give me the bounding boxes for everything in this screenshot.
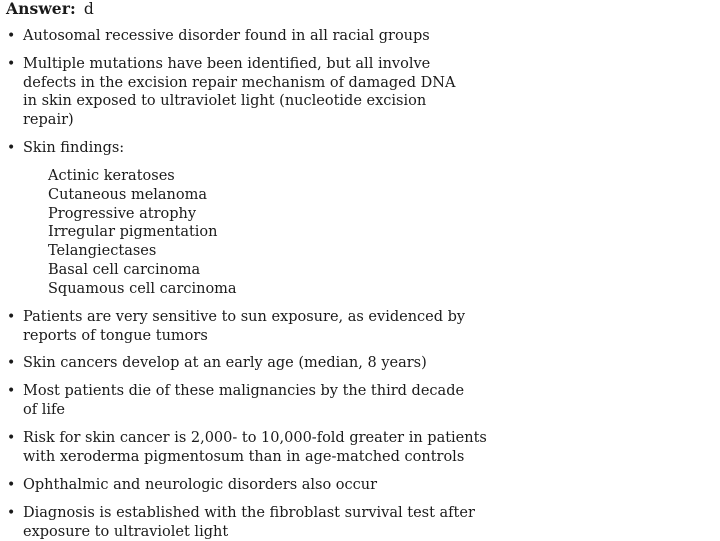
bullet-text-line: Risk for skin cancer is 2,000- to 10,000-fold greater in patients (23, 430, 487, 446)
bullet-text-line: with xeroderma pigmentosum than in age-matched controls (23, 448, 465, 465)
bullet-text-line: Autosomal recessive disorder found in all racial groups (23, 28, 430, 44)
bullet-icon: • (7, 430, 16, 446)
bullet-text-line: Skin cancers develop at an early age (median, 8 years) (23, 355, 427, 371)
bullet-text-line: in skin exposed to ultraviolet light (nucleotide excision (23, 93, 427, 110)
answer-label: Answer: (6, 0, 76, 18)
bullet-icon: • (7, 56, 16, 72)
bullet-text-line: Skin findings: (23, 140, 125, 156)
skin-finding-item: Actinic keratoses (48, 168, 175, 184)
skin-findings-list (48, 167, 348, 299)
bullet-icon: • (7, 355, 16, 371)
bullet-text-line: reports of tongue tumors (23, 327, 208, 344)
bullet-icon: • (7, 383, 16, 399)
skin-finding-item: Irregular pigmentation (48, 224, 218, 241)
bullet-icon: • (7, 477, 16, 493)
bullet-icon: • (7, 28, 16, 44)
skin-finding-item: Basal cell carcinoma (48, 261, 201, 278)
bullet-icon: • (7, 309, 16, 325)
bullet-icon: • (7, 505, 16, 521)
bullet-text-line: exposure to ultraviolet light (23, 523, 229, 540)
bullet-text-line: of life (23, 401, 65, 418)
skin-finding-item: Cutaneous melanoma (48, 186, 208, 203)
bullet-text-line: Most patients die of these malignancies by the third decade (23, 383, 465, 399)
skin-finding-item: Telangiectases (48, 243, 157, 260)
bullet-icon: • (7, 140, 16, 156)
answer-line (6, 0, 94, 18)
skin-finding-item: Progressive atrophy (48, 205, 197, 222)
bullet-text-line: repair) (23, 112, 74, 129)
bullet-text-line: Ophthalmic and neurologic disorders also occur (23, 477, 378, 493)
bullet-text-line: defects in the excision repair mechanism of damaged DNA (23, 74, 456, 91)
answer-value: d (83, 0, 94, 18)
bullet-text-line: Patients are very sensitive to sun exposure, as evidenced by (23, 309, 466, 325)
skin-finding-item: Squamous cell carcinoma (48, 280, 237, 297)
bullet-text-line: Multiple mutations have been identified, but all involve (23, 56, 431, 72)
bullet-text-line: Diagnosis is established with the fibroblast survival test after (23, 505, 475, 521)
